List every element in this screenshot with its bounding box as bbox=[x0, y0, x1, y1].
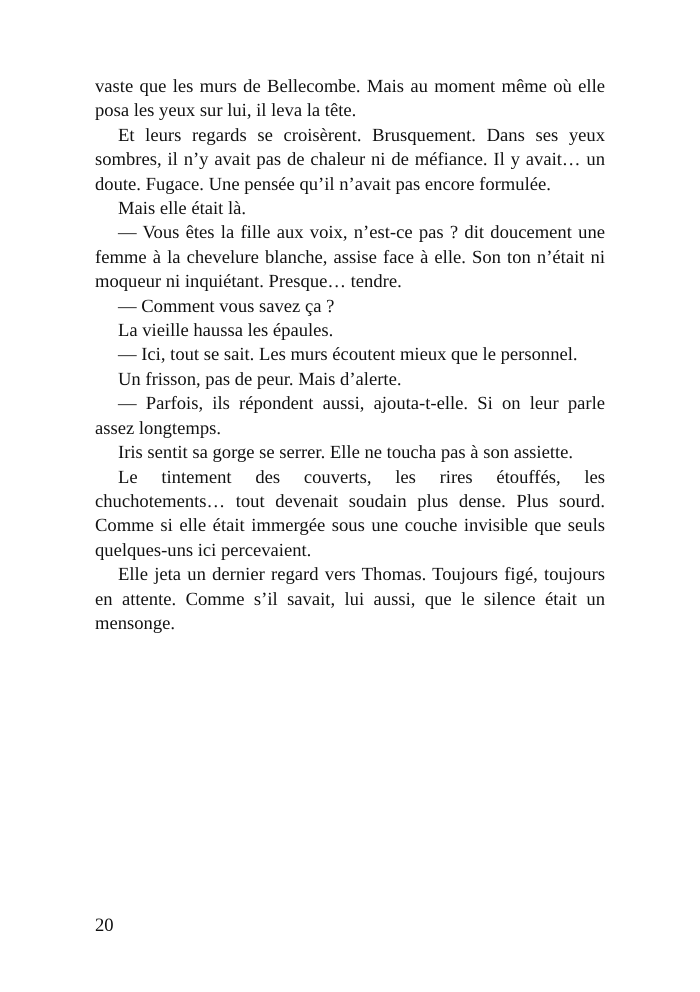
paragraph-6: La vieille haussa les épaules. bbox=[118, 320, 334, 342]
paragraph-4: — Vous êtes la fille aux voix, n’est-ce pas ? dit doucement une femme à la chevelure blanche, assise face à elle. Son ton n’était ni moqueur ni inquiétant. Presque… tendre. bbox=[95, 222, 605, 293]
body-text bbox=[95, 75, 605, 636]
paragraph-11: Le tintement des couverts, les rires étouffés, les chuchotements… tout devenait soudain plus dense. Plus sourd. Comme si elle était immergée sous une couche invisible que seuls quelques-uns ici percevaient. bbox=[95, 466, 605, 561]
paragraph-5: — Comment vous savez ça ? bbox=[118, 295, 335, 317]
paragraph-9: — Parfois, ils répondent aussi, ajouta-t-elle. Si on leur parle assez longtemps. bbox=[95, 393, 605, 439]
paragraph-7: — Ici, tout se sait. Les murs écoutent mieux que le personnel. bbox=[118, 344, 578, 366]
page-number: 20 bbox=[95, 915, 114, 936]
paragraph-3: Mais elle était là. bbox=[118, 198, 247, 220]
paragraph-12: Elle jeta un dernier regard vers Thomas. Toujours figé, toujours en attente. Comme s’il savait, lui aussi, que le silence était un mensonge. bbox=[95, 564, 605, 634]
paragraph-10: Iris sentit sa gorge se serrer. Elle ne toucha pas à son assiette. bbox=[118, 442, 574, 464]
paragraph-2: Et leurs regards se croisèrent. Brusquement. Dans ses yeux sombres, il n’y avait pas de chaleur ni de méfiance. Il y avait… un doute. Fugace. Une pensée qu’il n’avait pas encore formulée. bbox=[95, 124, 605, 195]
paragraph-8: Un frisson, pas de peur. Mais d’alerte. bbox=[118, 368, 402, 390]
paragraph-1: vaste que les murs de Bellecombe. Mais au moment même où elle posa les yeux sur lui, il leva la tête. bbox=[95, 76, 605, 122]
